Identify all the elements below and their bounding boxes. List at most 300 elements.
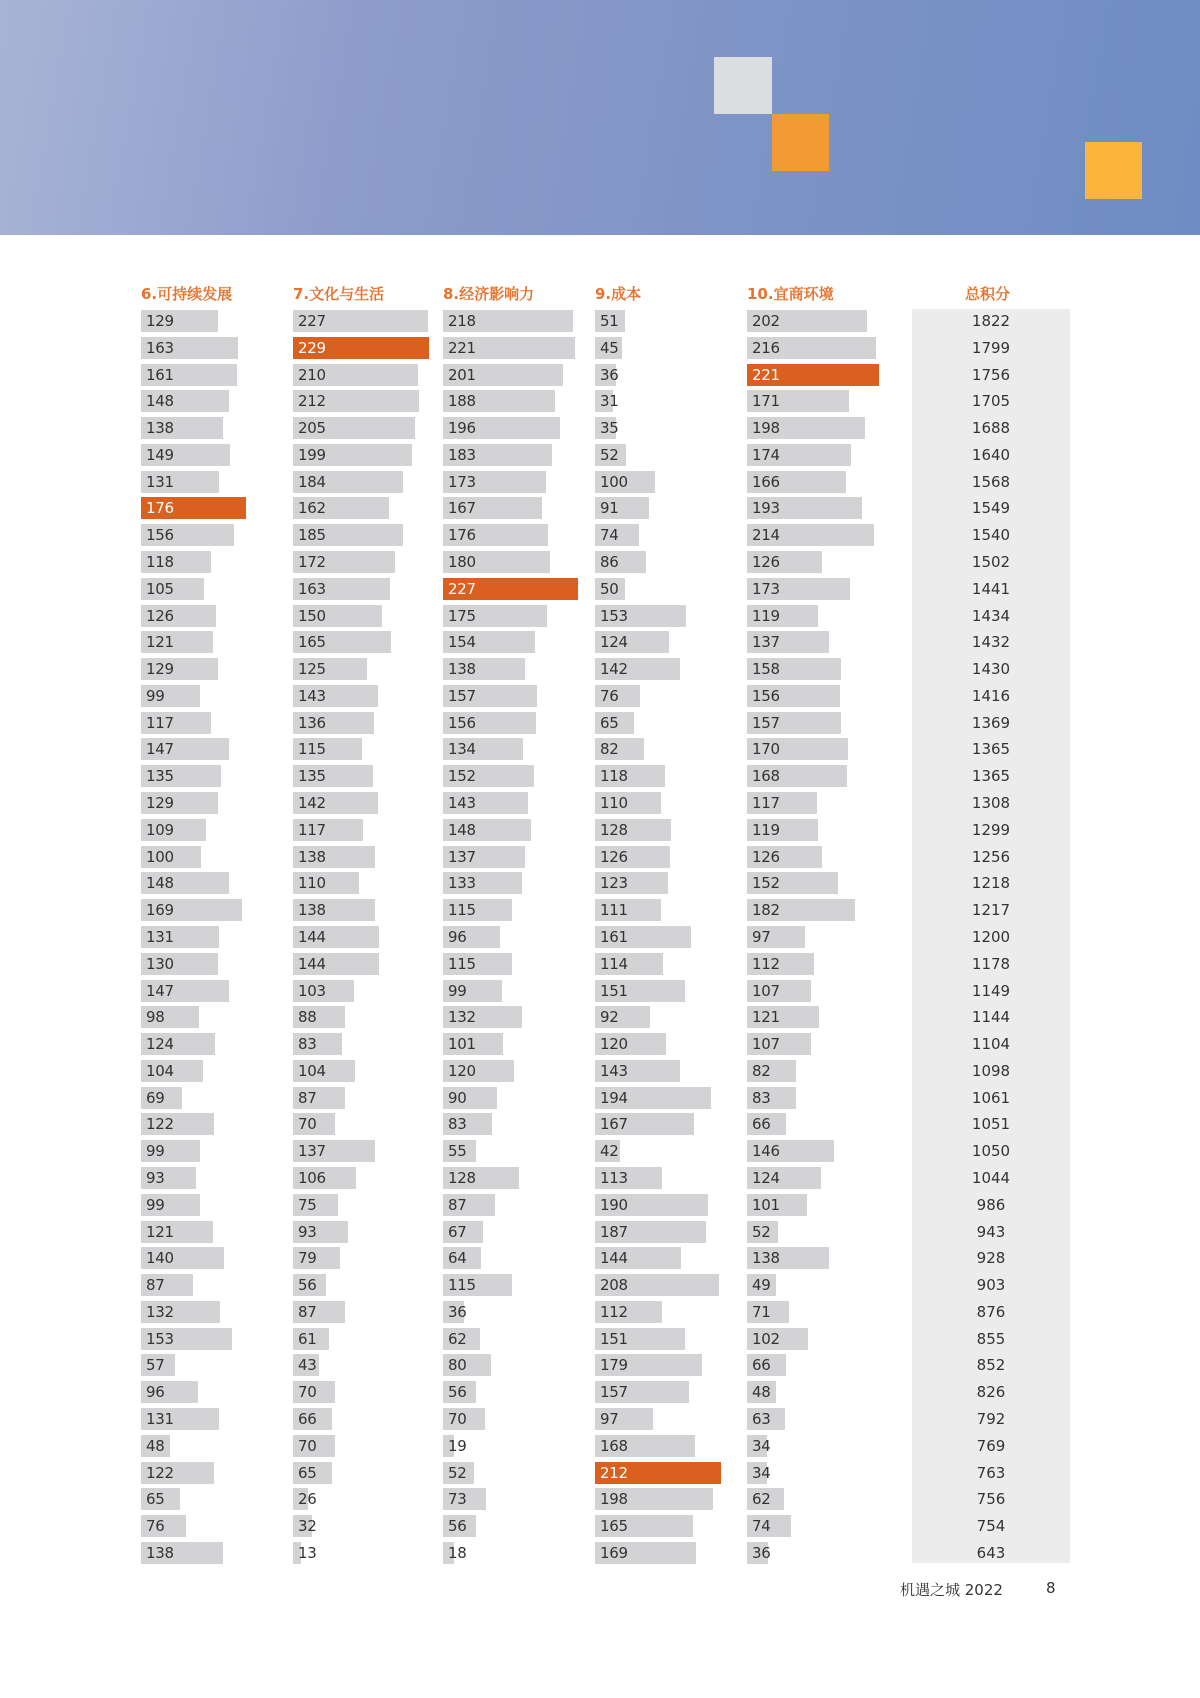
total-value: 643 <box>976 1544 1006 1562</box>
score-value: 79 <box>298 1249 317 1267</box>
score-value: 135 <box>146 767 174 785</box>
score-cell <box>747 1167 947 1189</box>
score-value: 113 <box>600 1169 628 1187</box>
score-value: 45 <box>600 339 619 357</box>
score-value: 67 <box>448 1223 467 1241</box>
score-value: 114 <box>600 955 628 973</box>
score-value: 153 <box>600 607 628 625</box>
score-value: 18 <box>448 1544 467 1562</box>
total-header: 总积分 <box>965 285 1011 303</box>
score-value: 194 <box>600 1089 628 1107</box>
total-value: 1432 <box>971 633 1011 651</box>
total-value: 1568 <box>971 473 1011 491</box>
score-value: 123 <box>600 874 628 892</box>
score-value: 136 <box>298 714 326 732</box>
score-value: 205 <box>298 419 326 437</box>
score-value: 143 <box>448 794 476 812</box>
score-value: 143 <box>298 687 326 705</box>
score-value: 171 <box>752 392 780 410</box>
score-cell <box>747 605 947 627</box>
score-value: 167 <box>600 1115 628 1133</box>
score-value: 148 <box>146 392 174 410</box>
score-value: 169 <box>146 901 174 919</box>
score-value: 88 <box>298 1008 317 1026</box>
total-value: 943 <box>976 1223 1006 1241</box>
score-value: 134 <box>448 740 476 758</box>
score-value: 152 <box>752 874 780 892</box>
score-value: 202 <box>752 312 780 330</box>
score-value: 118 <box>600 767 628 785</box>
score-value: 133 <box>448 874 476 892</box>
score-cell <box>747 846 947 868</box>
score-value: 146 <box>752 1142 780 1160</box>
score-value: 109 <box>146 821 174 839</box>
score-value: 156 <box>448 714 476 732</box>
score-value: 120 <box>448 1062 476 1080</box>
score-value: 118 <box>146 553 174 571</box>
score-value: 229 <box>298 339 326 357</box>
score-value: 212 <box>600 1464 628 1482</box>
score-value: 99 <box>146 1142 165 1160</box>
total-value: 1441 <box>971 580 1011 598</box>
score-cell <box>747 497 947 519</box>
score-cell <box>747 738 947 760</box>
score-value: 86 <box>600 553 619 571</box>
score-value: 126 <box>600 848 628 866</box>
score-value: 182 <box>752 901 780 919</box>
score-value: 176 <box>448 526 476 544</box>
total-value: 1369 <box>971 714 1011 732</box>
score-value: 153 <box>146 1330 174 1348</box>
score-value: 166 <box>752 473 780 491</box>
total-value: 928 <box>976 1249 1006 1267</box>
score-cell <box>747 1140 947 1162</box>
score-value: 165 <box>298 633 326 651</box>
score-value: 69 <box>146 1089 165 1107</box>
score-value: 122 <box>146 1464 174 1482</box>
score-value: 119 <box>752 821 780 839</box>
total-value: 1688 <box>971 419 1011 437</box>
score-value: 34 <box>752 1437 771 1455</box>
total-value: 826 <box>976 1383 1006 1401</box>
total-value: 1549 <box>971 499 1011 517</box>
score-value: 66 <box>752 1115 771 1133</box>
score-cell <box>747 551 947 573</box>
score-value: 227 <box>448 580 476 598</box>
total-value: 1200 <box>971 928 1011 946</box>
score-value: 124 <box>752 1169 780 1187</box>
score-value: 63 <box>752 1410 771 1428</box>
score-value: 129 <box>146 312 174 330</box>
score-value: 65 <box>600 714 619 732</box>
score-value: 157 <box>600 1383 628 1401</box>
score-value: 128 <box>448 1169 476 1187</box>
total-value: 1430 <box>971 660 1011 678</box>
score-value: 98 <box>146 1008 165 1026</box>
total-value: 792 <box>976 1410 1006 1428</box>
score-value: 137 <box>448 848 476 866</box>
score-value: 87 <box>448 1196 467 1214</box>
score-value: 71 <box>752 1303 771 1321</box>
score-value: 144 <box>298 928 326 946</box>
score-value: 111 <box>600 901 628 919</box>
column-header: 9.成本 <box>595 285 642 303</box>
score-value: 56 <box>448 1383 467 1401</box>
score-value: 49 <box>752 1276 771 1294</box>
score-value: 65 <box>146 1490 165 1508</box>
score-value: 104 <box>298 1062 326 1080</box>
score-value: 138 <box>448 660 476 678</box>
score-value: 42 <box>600 1142 619 1160</box>
score-value: 131 <box>146 1410 174 1428</box>
score-value: 74 <box>752 1517 771 1535</box>
total-value: 756 <box>976 1490 1006 1508</box>
score-value: 227 <box>298 312 326 330</box>
score-value: 55 <box>448 1142 467 1160</box>
score-value: 208 <box>600 1276 628 1294</box>
score-value: 32 <box>298 1517 317 1535</box>
score-value: 212 <box>298 392 326 410</box>
score-value: 173 <box>752 580 780 598</box>
score-value: 196 <box>448 419 476 437</box>
score-value: 138 <box>752 1249 780 1267</box>
score-value: 138 <box>298 901 326 919</box>
score-value: 151 <box>600 982 628 1000</box>
score-value: 180 <box>448 553 476 571</box>
score-value: 199 <box>298 446 326 464</box>
total-value: 1640 <box>971 446 1011 464</box>
total-value: 1044 <box>971 1169 1011 1187</box>
total-value: 1416 <box>971 687 1011 705</box>
score-value: 154 <box>448 633 476 651</box>
score-cell <box>747 1113 947 1135</box>
score-value: 137 <box>298 1142 326 1160</box>
score-value: 87 <box>298 1089 317 1107</box>
score-cell <box>747 1301 947 1323</box>
score-value: 165 <box>600 1517 628 1535</box>
total-value: 1098 <box>971 1062 1011 1080</box>
score-cell <box>747 524 947 546</box>
score-value: 198 <box>600 1490 628 1508</box>
score-value: 120 <box>600 1035 628 1053</box>
score-value: 143 <box>600 1062 628 1080</box>
score-value: 52 <box>600 446 619 464</box>
score-value: 107 <box>752 1035 780 1053</box>
score-value: 147 <box>146 740 174 758</box>
total-value: 852 <box>976 1356 1006 1374</box>
score-value: 157 <box>448 687 476 705</box>
score-cell <box>747 926 947 948</box>
score-value: 156 <box>146 526 174 544</box>
score-value: 162 <box>298 499 326 517</box>
score-value: 117 <box>146 714 174 732</box>
total-value: 1299 <box>971 821 1011 839</box>
total-value: 1365 <box>971 767 1011 785</box>
total-value: 754 <box>976 1517 1006 1535</box>
score-value: 48 <box>752 1383 771 1401</box>
score-value: 124 <box>146 1035 174 1053</box>
score-cell <box>747 953 947 975</box>
score-cell <box>747 1274 947 1296</box>
score-value: 110 <box>298 874 326 892</box>
score-value: 64 <box>448 1249 467 1267</box>
score-value: 117 <box>752 794 780 812</box>
score-value: 179 <box>600 1356 628 1374</box>
score-value: 62 <box>752 1490 771 1508</box>
score-value: 130 <box>146 955 174 973</box>
score-value: 83 <box>298 1035 317 1053</box>
total-value: 1104 <box>971 1035 1011 1053</box>
column-header: 10.宜商环境 <box>747 285 834 303</box>
score-cell <box>747 1328 947 1350</box>
total-value: 1050 <box>971 1142 1011 1160</box>
score-value: 106 <box>298 1169 326 1187</box>
score-cell <box>747 417 947 439</box>
score-value: 173 <box>448 473 476 491</box>
score-value: 152 <box>448 767 476 785</box>
score-value: 82 <box>752 1062 771 1080</box>
score-value: 112 <box>752 955 780 973</box>
score-value: 193 <box>752 499 780 517</box>
score-value: 35 <box>600 419 619 437</box>
score-cell <box>747 1488 947 1510</box>
score-value: 57 <box>146 1356 165 1374</box>
score-value: 128 <box>600 821 628 839</box>
score-value: 149 <box>146 446 174 464</box>
score-value: 216 <box>752 339 780 357</box>
score-value: 131 <box>146 928 174 946</box>
score-cell <box>747 364 947 386</box>
score-value: 119 <box>752 607 780 625</box>
score-cell <box>747 1033 947 1055</box>
score-value: 52 <box>752 1223 771 1241</box>
score-value: 151 <box>600 1330 628 1348</box>
score-value: 115 <box>298 740 326 758</box>
score-value: 161 <box>600 928 628 946</box>
score-value: 87 <box>298 1303 317 1321</box>
score-cell <box>747 792 947 814</box>
score-cell <box>747 337 947 359</box>
score-value: 210 <box>298 366 326 384</box>
score-cell <box>747 685 947 707</box>
score-value: 132 <box>448 1008 476 1026</box>
score-value: 97 <box>600 1410 619 1428</box>
score-value: 83 <box>752 1089 771 1107</box>
total-value: 1502 <box>971 553 1011 571</box>
score-value: 124 <box>600 633 628 651</box>
total-value: 1061 <box>971 1089 1011 1107</box>
score-value: 66 <box>752 1356 771 1374</box>
score-value: 129 <box>146 794 174 812</box>
total-value: 1051 <box>971 1115 1011 1133</box>
score-cell <box>747 1354 947 1376</box>
score-value: 138 <box>146 419 174 437</box>
score-value: 31 <box>600 392 619 410</box>
score-cell <box>747 1408 947 1430</box>
score-value: 122 <box>146 1115 174 1133</box>
total-value: 1365 <box>971 740 1011 758</box>
total-value: 1144 <box>971 1008 1011 1026</box>
score-value: 131 <box>146 473 174 491</box>
total-value: 1178 <box>971 955 1011 973</box>
score-value: 198 <box>752 419 780 437</box>
score-value: 221 <box>752 366 780 384</box>
score-value: 115 <box>448 901 476 919</box>
total-value: 1540 <box>971 526 1011 544</box>
score-value: 126 <box>752 848 780 866</box>
score-value: 92 <box>600 1008 619 1026</box>
score-value: 96 <box>146 1383 165 1401</box>
score-value: 93 <box>146 1169 165 1187</box>
score-value: 138 <box>298 848 326 866</box>
score-value: 99 <box>146 1196 165 1214</box>
score-value: 99 <box>146 687 165 705</box>
score-value: 75 <box>298 1196 317 1214</box>
score-value: 144 <box>600 1249 628 1267</box>
score-value: 201 <box>448 366 476 384</box>
score-value: 168 <box>600 1437 628 1455</box>
score-value: 142 <box>600 660 628 678</box>
score-value: 188 <box>448 392 476 410</box>
score-value: 97 <box>752 928 771 946</box>
score-value: 163 <box>298 580 326 598</box>
score-value: 74 <box>600 526 619 544</box>
score-value: 102 <box>752 1330 780 1348</box>
score-cell <box>747 1087 947 1109</box>
score-value: 70 <box>298 1115 317 1133</box>
score-value: 163 <box>146 339 174 357</box>
score-value: 150 <box>298 607 326 625</box>
score-value: 70 <box>298 1437 317 1455</box>
total-value: 1705 <box>971 392 1011 410</box>
score-value: 70 <box>448 1410 467 1428</box>
score-value: 185 <box>298 526 326 544</box>
score-value: 135 <box>298 767 326 785</box>
score-value: 170 <box>752 740 780 758</box>
score-cell <box>747 899 947 921</box>
score-value: 50 <box>600 580 619 598</box>
score-value: 138 <box>146 1544 174 1562</box>
total-value: 1434 <box>971 607 1011 625</box>
score-value: 103 <box>298 982 326 1000</box>
score-value: 117 <box>298 821 326 839</box>
score-value: 158 <box>752 660 780 678</box>
total-value: 763 <box>976 1464 1006 1482</box>
score-cell <box>747 1542 947 1564</box>
score-value: 19 <box>448 1437 467 1455</box>
score-value: 62 <box>448 1330 467 1348</box>
score-value: 174 <box>752 446 780 464</box>
score-cell <box>747 1462 947 1484</box>
score-value: 110 <box>600 794 628 812</box>
total-value: 1149 <box>971 982 1011 1000</box>
score-value: 157 <box>752 714 780 732</box>
score-value: 76 <box>600 687 619 705</box>
score-value: 126 <box>752 553 780 571</box>
score-value: 147 <box>146 982 174 1000</box>
total-value: 1217 <box>971 901 1011 919</box>
score-cell <box>747 1247 947 1269</box>
score-value: 126 <box>146 607 174 625</box>
score-value: 83 <box>448 1115 467 1133</box>
score-value: 26 <box>298 1490 317 1508</box>
score-value: 187 <box>600 1223 628 1241</box>
score-value: 121 <box>752 1008 780 1026</box>
score-cell <box>747 712 947 734</box>
score-value: 184 <box>298 473 326 491</box>
score-value: 148 <box>448 821 476 839</box>
score-cell <box>747 1194 947 1216</box>
score-value: 82 <box>600 740 619 758</box>
score-cell <box>747 444 947 466</box>
score-value: 175 <box>448 607 476 625</box>
score-value: 172 <box>298 553 326 571</box>
score-value: 121 <box>146 1223 174 1241</box>
score-value: 91 <box>600 499 619 517</box>
total-value: 1308 <box>971 794 1011 812</box>
score-cell <box>747 1006 947 1028</box>
footer-title: 机遇之城 2022 <box>900 1581 1003 1599</box>
score-value: 73 <box>448 1490 467 1508</box>
score-value: 56 <box>298 1276 317 1294</box>
score-cell <box>747 631 947 653</box>
score-value: 121 <box>146 633 174 651</box>
score-value: 167 <box>448 499 476 517</box>
score-value: 36 <box>600 366 619 384</box>
score-cell <box>747 310 947 332</box>
score-cell <box>747 658 947 680</box>
score-value: 142 <box>298 794 326 812</box>
score-value: 101 <box>448 1035 476 1053</box>
score-value: 105 <box>146 580 174 598</box>
score-value: 104 <box>146 1062 174 1080</box>
score-value: 87 <box>146 1276 165 1294</box>
score-value: 218 <box>448 312 476 330</box>
score-value: 140 <box>146 1249 174 1267</box>
score-value: 76 <box>146 1517 165 1535</box>
score-value: 51 <box>600 312 619 330</box>
score-cell <box>747 1221 947 1243</box>
score-cell <box>747 578 947 600</box>
score-value: 148 <box>146 874 174 892</box>
score-cell <box>747 390 947 412</box>
score-value: 70 <box>298 1383 317 1401</box>
score-value: 61 <box>298 1330 317 1348</box>
score-cell <box>747 980 947 1002</box>
column-header: 8.经济影响力 <box>443 285 535 303</box>
score-value: 43 <box>298 1356 317 1374</box>
score-value: 13 <box>298 1544 317 1562</box>
score-value: 129 <box>146 660 174 678</box>
score-value: 183 <box>448 446 476 464</box>
score-value: 176 <box>146 499 174 517</box>
score-cell <box>747 819 947 841</box>
score-value: 93 <box>298 1223 317 1241</box>
score-value: 100 <box>600 473 628 491</box>
score-value: 115 <box>448 1276 476 1294</box>
score-value: 161 <box>146 366 174 384</box>
score-cell <box>747 471 947 493</box>
score-value: 101 <box>752 1196 780 1214</box>
score-cell <box>747 872 947 894</box>
total-value: 1218 <box>971 874 1011 892</box>
total-value: 1799 <box>971 339 1011 357</box>
score-value: 65 <box>298 1464 317 1482</box>
total-value: 986 <box>976 1196 1006 1214</box>
score-value: 144 <box>298 955 326 973</box>
score-value: 48 <box>146 1437 165 1455</box>
score-value: 36 <box>752 1544 771 1562</box>
